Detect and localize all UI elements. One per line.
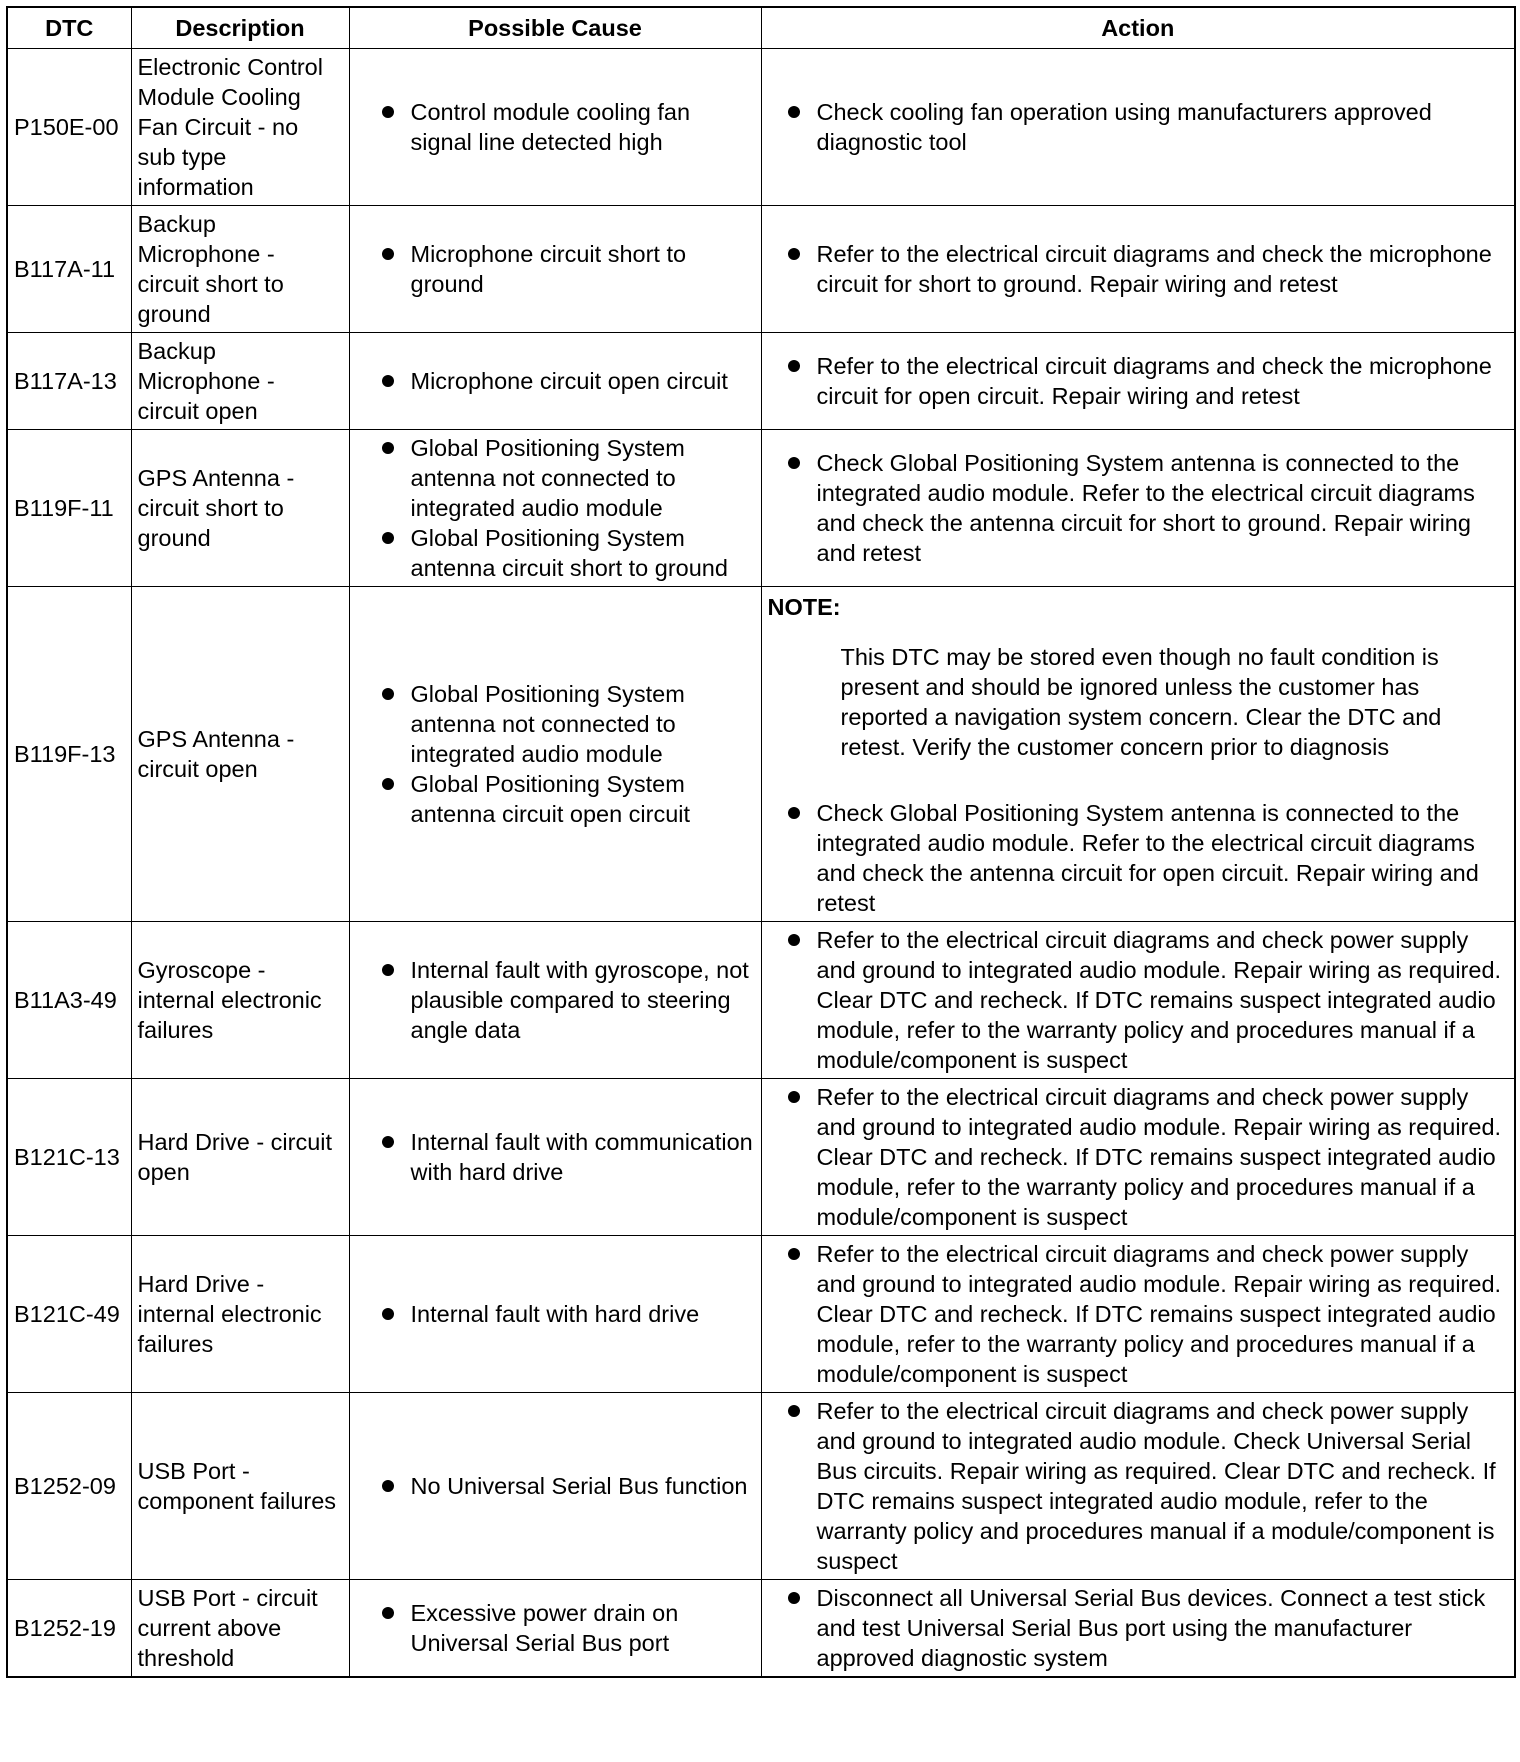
bullet-icon [788, 934, 800, 946]
action-text: Refer to the electrical circuit diagrams and check power supply and ground to integrated audio module. Repair wiring as required. Clear DTC and recheck. If DTC remains suspect integrated audio module, refer to the warranty policy and procedures manual if a module/component is suspect [816, 927, 1502, 1073]
action-text: Refer to the electrical circuit diagrams and check power supply and ground to integrated audio module. Repair wiring as required. Clear DTC and recheck. If DTC remains suspect integrated audio module, refer to the warranty policy and procedures manual if a module/component is suspect [816, 1241, 1502, 1387]
note-label: NOTE: [767, 594, 841, 620]
action-cell [761, 49, 1515, 206]
dtc-description: Backup Microphone - circuit open [131, 333, 349, 430]
action-list [768, 448, 1509, 568]
dtc-description: Hard Drive - circuit open [131, 1079, 349, 1236]
bullet-icon [382, 106, 394, 118]
cause-item [356, 1471, 755, 1501]
header-description: Description [131, 7, 349, 49]
possible-cause-cell [349, 206, 761, 333]
bullet-icon [788, 360, 800, 372]
bullet-icon [788, 807, 800, 819]
bullet-icon [382, 688, 394, 700]
action-item [768, 1082, 1509, 1232]
bullet-icon [382, 964, 394, 976]
action-item [768, 798, 1509, 918]
table-row [7, 1393, 1515, 1580]
bullet-icon [788, 106, 800, 118]
cause-item [356, 1127, 755, 1187]
bullet-icon [788, 248, 800, 260]
cause-text: Microphone circuit open circuit [410, 368, 728, 394]
possible-cause-cell [349, 1079, 761, 1236]
action-text: Check Global Positioning System antenna is connected to the integrated audio module. Refer to the electrical circuit diagrams and check the antenna circuit for short to ground. Repair wiring and retest [816, 450, 1475, 566]
cause-item [356, 769, 755, 829]
action-list [768, 798, 1509, 918]
bullet-icon [788, 1248, 800, 1260]
dtc-description: GPS Antenna - circuit open [131, 587, 349, 922]
table-row [7, 49, 1515, 206]
action-list [768, 351, 1509, 411]
cause-text: Global Positioning System antenna not connected to integrated audio module [410, 681, 685, 767]
action-text: Check Global Positioning System antenna is connected to the integrated audio module. Refer to the electrical circuit diagrams and check the antenna circuit for open circuit. Repair wiring and retest [816, 800, 1479, 916]
action-item [768, 351, 1509, 411]
cause-list [356, 1127, 755, 1187]
action-item [768, 925, 1509, 1075]
cause-text: Control module cooling fan signal line detected high [410, 99, 691, 155]
table-row [7, 206, 1515, 333]
action-list [768, 1239, 1509, 1389]
bullet-icon [788, 1091, 800, 1103]
header-row [7, 7, 1515, 49]
action-cell [761, 430, 1515, 587]
action-cell [761, 587, 1515, 922]
header-dtc: DTC [7, 7, 131, 49]
dtc-code: B119F-11 [7, 430, 131, 587]
table-row [7, 922, 1515, 1079]
cause-list [356, 239, 755, 299]
dtc-code: B121C-49 [7, 1236, 131, 1393]
cause-text: Global Positioning System antenna circuit short to ground [410, 525, 728, 581]
bullet-icon [382, 375, 394, 387]
bullet-icon [382, 248, 394, 260]
action-list [768, 925, 1509, 1075]
action-cell [761, 1079, 1515, 1236]
cause-text: No Universal Serial Bus function [410, 1473, 748, 1499]
cause-list [356, 955, 755, 1045]
dtc-code: B117A-13 [7, 333, 131, 430]
cause-list [356, 433, 755, 583]
action-cell [761, 1236, 1515, 1393]
dtc-code: P150E-00 [7, 49, 131, 206]
action-item [768, 97, 1509, 157]
possible-cause-cell [349, 430, 761, 587]
dtc-description: Gyroscope - internal electronic failures [131, 922, 349, 1079]
action-item [768, 1396, 1509, 1576]
note-text: This DTC may be stored even though no fault condition is present and should be ignored unless the customer has reported a navigation system concern. Clear the DTC and retest. Verify the customer concern prior to diagnosis [840, 644, 1442, 760]
action-text: Refer to the electrical circuit diagrams and check power supply and ground to integrated audio module. Repair wiring as required. Clear DTC and recheck. If DTC remains suspect integrated audio module, refer to the warranty policy and procedures manual if a module/component is suspect [816, 1084, 1502, 1230]
cause-item [356, 366, 755, 396]
cause-list [356, 1471, 755, 1501]
dtc-description: USB Port - circuit current above threshold [131, 1580, 349, 1678]
possible-cause-cell [349, 1580, 761, 1678]
cause-item [356, 1299, 755, 1329]
cause-list [356, 1598, 755, 1658]
action-cell [761, 1580, 1515, 1678]
possible-cause-cell [349, 1393, 761, 1580]
bullet-icon [382, 1136, 394, 1148]
action-list [768, 239, 1509, 299]
cause-text: Microphone circuit short to ground [410, 241, 687, 297]
bullet-icon [382, 532, 394, 544]
possible-cause-cell [349, 49, 761, 206]
bullet-icon [382, 1480, 394, 1492]
action-item [768, 239, 1509, 299]
bullet-icon [788, 1592, 800, 1604]
dtc-description: Electronic Control Module Cooling Fan Circuit - no sub type information [131, 49, 349, 206]
action-text: Refer to the electrical circuit diagrams and check the microphone circuit for open circuit. Repair wiring and retest [816, 353, 1492, 409]
action-item [768, 448, 1509, 568]
cause-item [356, 239, 755, 299]
action-list [768, 1583, 1509, 1673]
cause-list [356, 366, 755, 396]
possible-cause-cell [349, 333, 761, 430]
dtc-code: B11A3-49 [7, 922, 131, 1079]
possible-cause-cell [349, 922, 761, 1079]
action-list [768, 1396, 1509, 1576]
cause-text: Global Positioning System antenna not connected to integrated audio module [410, 435, 685, 521]
possible-cause-cell [349, 587, 761, 922]
table-row [7, 587, 1515, 922]
dtc-code: B1252-09 [7, 1393, 131, 1580]
action-cell [761, 1393, 1515, 1580]
table-row [7, 1236, 1515, 1393]
cause-item [356, 955, 755, 1045]
table-row [7, 333, 1515, 430]
bullet-icon [788, 457, 800, 469]
bullet-icon [382, 1308, 394, 1320]
dtc-code: B121C-13 [7, 1079, 131, 1236]
dtc-code: B119F-13 [7, 587, 131, 922]
bullet-icon [382, 1607, 394, 1619]
dtc-code: B1252-19 [7, 1580, 131, 1678]
table-row [7, 1580, 1515, 1678]
cause-item [356, 523, 755, 583]
dtc-description: GPS Antenna - circuit short to ground [131, 430, 349, 587]
header-action: Action [761, 7, 1515, 49]
cause-list [356, 679, 755, 829]
dtc-description: Hard Drive - internal electronic failures [131, 1236, 349, 1393]
action-item [768, 1239, 1509, 1389]
cause-text: Excessive power drain on Universal Serial Bus port [410, 1600, 679, 1656]
cause-list [356, 97, 755, 157]
dtc-code: B117A-11 [7, 206, 131, 333]
bullet-icon [382, 442, 394, 454]
action-cell [761, 922, 1515, 1079]
dtc-description: USB Port - component failures [131, 1393, 349, 1580]
action-cell [761, 333, 1515, 430]
cause-item [356, 679, 755, 769]
bullet-icon [788, 1405, 800, 1417]
cause-list [356, 1299, 755, 1329]
cause-text: Global Positioning System antenna circuit open circuit [410, 771, 691, 827]
cause-text: Internal fault with gyroscope, not plausible compared to steering angle data [410, 957, 749, 1043]
action-cell [761, 206, 1515, 333]
bullet-icon [382, 778, 394, 790]
dtc-table [6, 6, 1516, 1678]
cause-item [356, 433, 755, 523]
action-text: Check cooling fan operation using manufacturers approved diagnostic tool [816, 99, 1432, 155]
dtc-description: Backup Microphone - circuit short to ground [131, 206, 349, 333]
action-item [768, 1583, 1509, 1673]
table-row [7, 1079, 1515, 1236]
cause-item [356, 1598, 755, 1658]
action-list [768, 1082, 1509, 1232]
table-row [7, 430, 1515, 587]
action-text: Refer to the electrical circuit diagrams and check power supply and ground to integrated audio module. Check Universal Serial Bus circuits. Repair wiring as required. Clear DTC and recheck. If DTC remains suspect integrated audio module, refer to the warranty policy and procedures manual if a module/component is suspect [816, 1398, 1496, 1574]
cause-item [356, 97, 755, 157]
action-list [768, 97, 1509, 157]
cause-text: Internal fault with communication with hard drive [410, 1129, 753, 1185]
action-text: Disconnect all Universal Serial Bus devices. Connect a test stick and test Universal Serial Bus port using the manufacturer approved diagnostic system [816, 1585, 1486, 1671]
possible-cause-cell [349, 1236, 761, 1393]
action-text: Refer to the electrical circuit diagrams and check the microphone circuit for short to ground. Repair wiring and retest [816, 241, 1492, 297]
header-possible-cause: Possible Cause [349, 7, 761, 49]
cause-text: Internal fault with hard drive [410, 1301, 700, 1327]
table-body [7, 49, 1515, 1678]
